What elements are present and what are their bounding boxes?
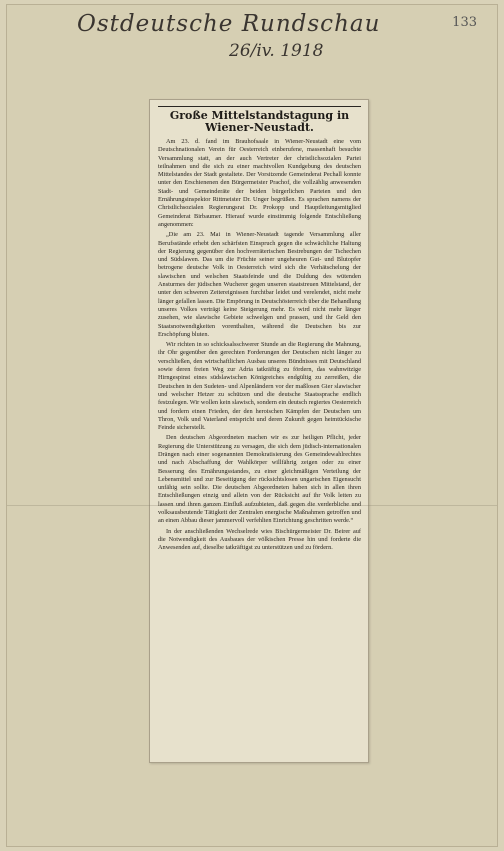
article-paragraph-3: Wir richten in so schicksalsschwerer Stunde an die Regierung die Mahnung, ihr Ohr gegenüber den gerechten Forderungen der Deutschen nicht länger zu verschließen, den wirtschaftlichen Ausbau unseres Bündnisses mit Deutschland sowie deren freien Weg zur Adria tatkräftig zu fördern, das wahnwitzige Hirngespinst eines südslawischen Königreiches endgültig zu zerreißen, die Deutschen in den Sudeten- und Alpenländern vor der maßlosen Gier slawischer und welscher Hetzer zu schützen und die deutsche Staatssprache endlich festzulegen. Wir wollen kein slawisch, sondern ein deutsch regiertes Oesterreich und fordern einen Frieden, der den heroischen Kämpfen der Deutschen um Thron, Volk und Vaterland entspricht und deren Zukunft gegen heimtückische Feinde sicherstellt.: [158, 341, 361, 432]
article-headline: Große Mittelstandstagung in Wiener-Neustadt.: [158, 106, 361, 134]
article-paragraph-4: Den deutschen Abgeordneten machen wir es zur heiligen Pflicht, jeder Regierung die Unterstützung zu versagen, die sich dem jüdisch-internationalen Drängen nach einer sogenannten Demokratisierung des Gemeindewahlrechtes und nach Abschaffung der Wahlkörper willfährig zeigen oder zu einer Besserung des Ernährungsstandes, zu einer gleichmäßigen Verteilung der Lebensmittel und zur Beseitigung der rücksichtslosen ungarischen Eigensucht unfähig sein sollte. Die deutschen Abgeordneten haben sich in allen ihren Entschließungen einzig und allein von der Rücksicht auf ihr Volk leiten zu lassen und ihren ganzen Einfluß aufzubieten, daß gegen die verderbliche und volksausbeutende Tätigkeit der Zentralen energische Maßnahmen getroffen und an einen Abbau dieser jammervoll verfehlten Einrichtung geschritten werde.“: [158, 434, 361, 525]
article-paragraph-5: In der anschließenden Wechselrede wies Bischürgermeister Dr. Beirer auf die Notwendigkeit des Ausbaues der völkischen Presse hin und forderte die Anwesenden auf, dieselbe tatkräftigst zu unterstützen und zu fördern.: [158, 527, 361, 552]
fold-line: [7, 505, 497, 506]
handwritten-newspaper-name: Ostdeutsche Rundschau: [77, 11, 381, 37]
page-number: 133: [452, 15, 477, 30]
newspaper-clipping: [149, 99, 369, 763]
article-paragraph-2: „Die am 23. Mai in Wiener-Neustadt tagende Versammlung aller Berufsstände erhebt den schärfsten Einspruch gegen die schwächliche Haltung der Regierung gegenüber den hochverräterischen Bestrebungen der Tschechen und Südslawen. Das um die Früchte seiner ungeheuren Gut- und Blutopfer betrogene deutsche Volk in Oesterreich wird sich die Verhätschelung der slawischen und welschen Staatsfeinde und die Duldung des wütenden Ansturmes der jüdischen Wucherer gegen unseren staatstreuen Mittelstand, der unter den schweren Zeitereignissen furchtbar leidet und verelendet, nicht mehr länger gefallen lassen. Die Empörung in Deutschösterreich über die Behandlung unseres Volkes verträgt keine Steigerung mehr. Es wird nicht mehr länger zusehen, wie slawische Gebiete schwelgen und prassen, und ihr Geld den Staatsnotwendigkeiten vorenthalten, während die Deutschen bis zur Erschöpfung bluten.: [158, 231, 361, 338]
archive-sheet: [6, 4, 498, 847]
article-paragraph-1: Am 23. d. fand im Brauhofsaale in Wiener-Neustadt eine vom Deutschnationalen Verein für Oesterreich einberufene, massenhaft besuchte Versammlung statt, an der auch Vertreter der christlichsozialen Partei teilnahmen und die sich zu einer machtvollen Kundgebung des deutschen Mittelstandes der Stadt gestaltete. Der Vorsitzende Gemeinderat Pechall konnte unter den Erschienenen den Bürgermeister Prachof, die vollzählig anwesenden Stadt- und Gemeinderäte der beiden bürgerlichen Parteien und den Ernährungsinspektor Rittmeister Dr. Unger begrüßen. Es sprachen namens der Christlichsozialen Regierungsrat Dr. Prokopp und Hauptleitungsmitglied Gemeinderat Birbaumer. Hierauf wurde einstimmig folgende Entschließung angenommen:: [158, 138, 361, 228]
handwritten-date: 26/iv. 1918: [229, 41, 324, 61]
